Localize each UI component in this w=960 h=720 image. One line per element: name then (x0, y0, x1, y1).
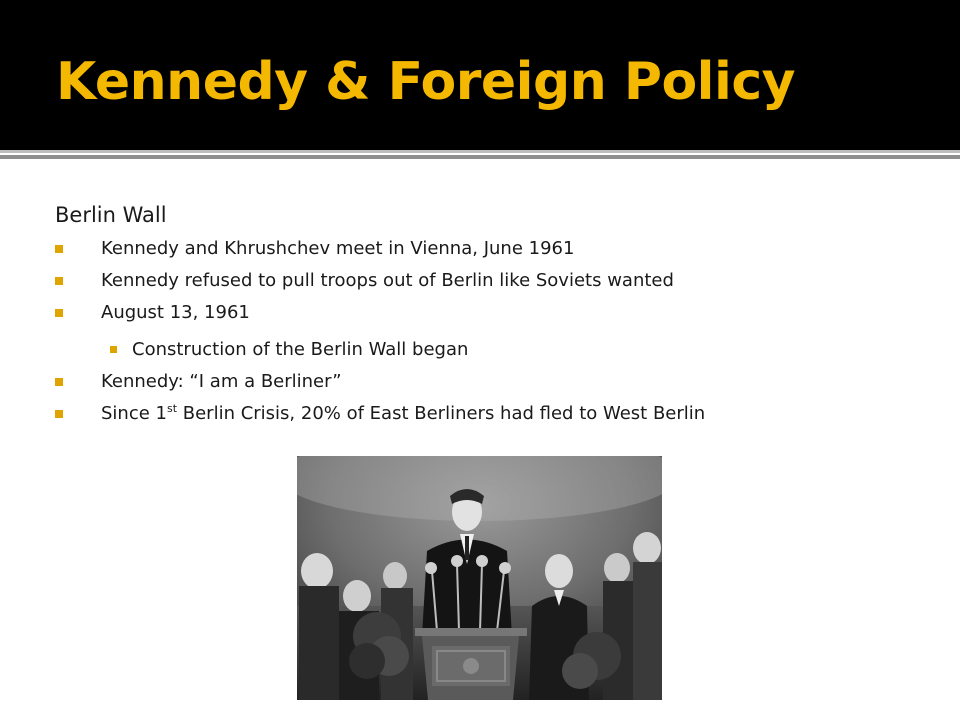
bullet-square-icon (55, 309, 63, 317)
bullet-item (101, 270, 935, 292)
bullet-square-icon (110, 346, 117, 353)
bullet-text: Kennedy and Khrushchev meet in Vienna, June 1961 (101, 238, 575, 259)
bullet-item (101, 238, 935, 260)
bullet-item (101, 371, 935, 393)
slide-title: Kennedy & Foreign Policy (56, 52, 796, 112)
bullet-square-icon (55, 277, 63, 285)
bullet-text: Construction of the Berlin Wall began (132, 339, 469, 360)
bullet-item (101, 403, 935, 425)
content-body (55, 202, 935, 435)
bullet-square-icon (55, 410, 63, 418)
bullet-square-icon (55, 245, 63, 253)
section-heading: Berlin Wall (55, 203, 167, 227)
title-bar (0, 0, 960, 150)
bullet-text: Kennedy: “I am a Berliner” (101, 371, 342, 392)
divider-dark (0, 155, 960, 159)
bullet-text: Kennedy refused to pull troops out of Berlin like Soviets wanted (101, 270, 674, 291)
sub-bullet-item (132, 339, 935, 361)
bullet-item (101, 302, 935, 324)
bullet-text: Since 1st Berlin Crisis, 20% of East Berliners had fled to West Berlin (101, 402, 706, 424)
bullet-square-icon (55, 378, 63, 386)
divider-light (0, 150, 960, 153)
photo-icon (297, 456, 662, 700)
kennedy-speech-photo (297, 456, 662, 700)
bullet-text: August 13, 1961 (101, 302, 250, 323)
